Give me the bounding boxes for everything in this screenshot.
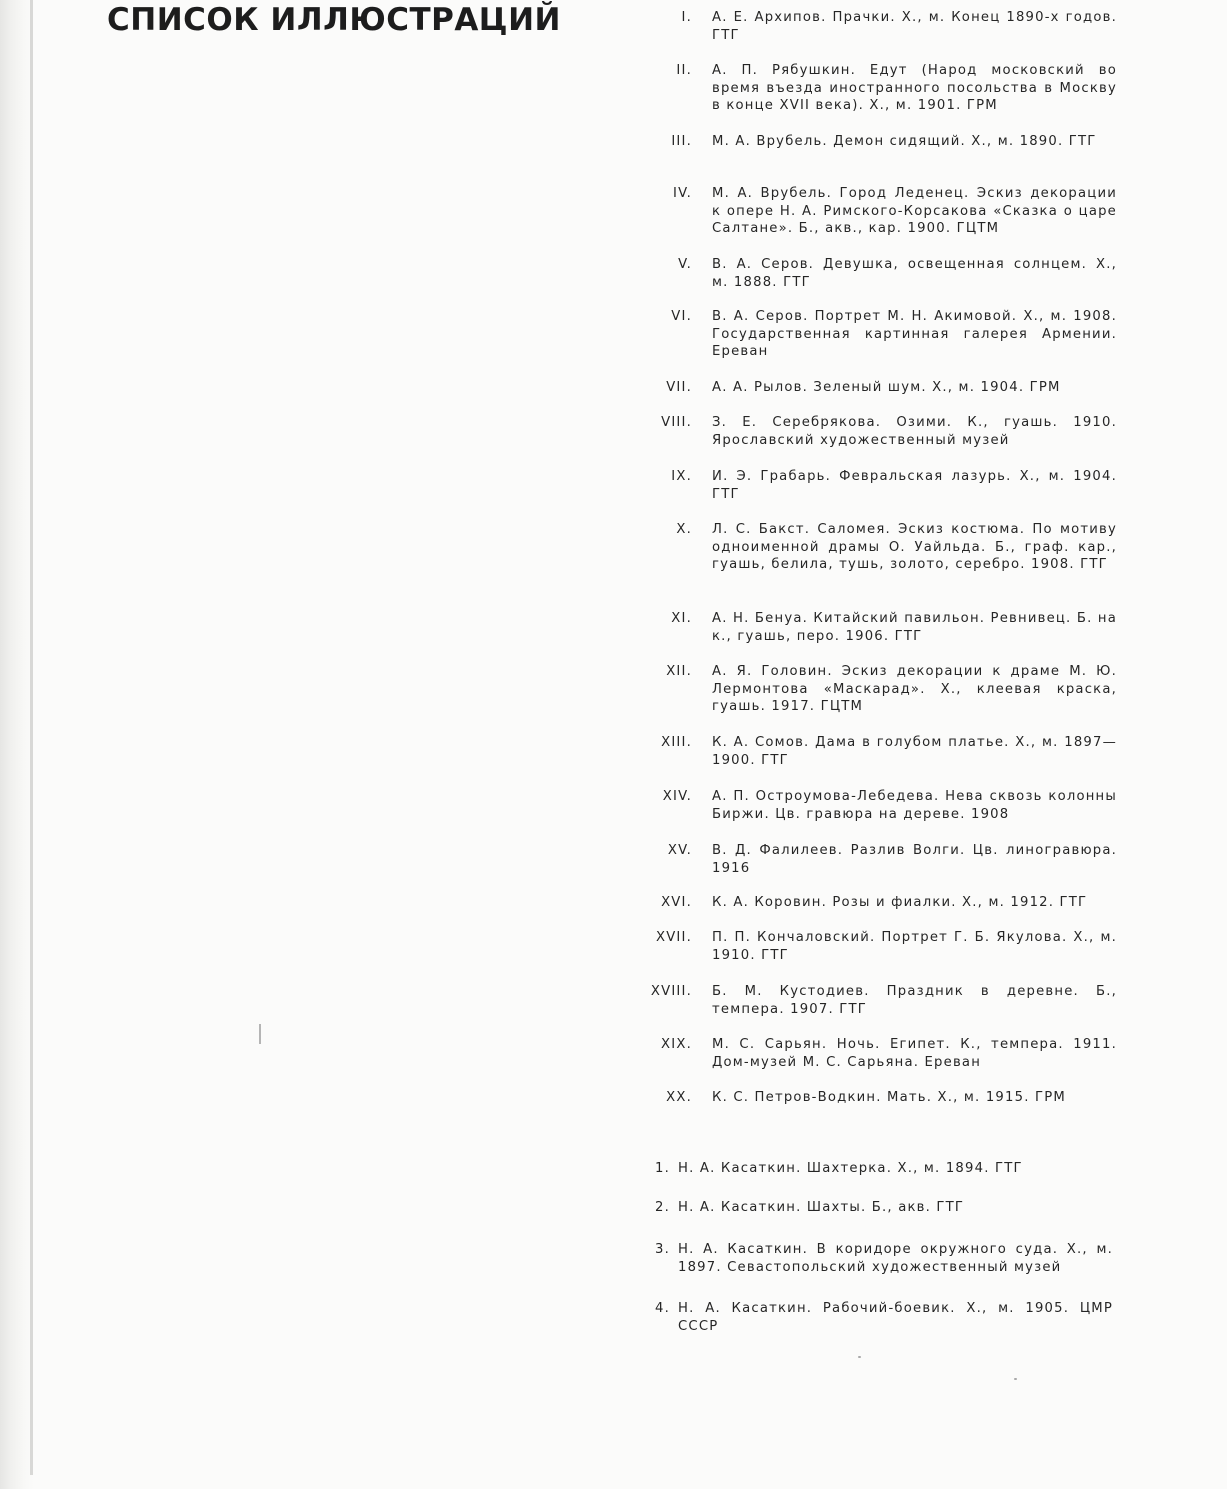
plate-number: VIII.: [661, 415, 692, 430]
page-title: СПИСОК ИЛЛЮСТРАЦИЙ: [107, 2, 561, 38]
plate-number: XI.: [671, 611, 692, 626]
plate-number: I.: [681, 10, 692, 25]
plate-caption: К. С. Петров-Водкин. Мать. Х., м. 1915. ГРМ: [712, 1090, 1066, 1105]
plate-number: XIX.: [661, 1037, 692, 1052]
plate-number: XV.: [667, 843, 692, 858]
plate-caption: А. Я. Головин. Эскиз декорации к драме М. Ю. Лермонтова «Маскарад». Х., клеевая краска, гуашь. 1917. ГЦТМ: [712, 664, 1117, 714]
plate-caption: М. А. Врубель. Город Леденец. Эскиз декорации к опере Н. А. Римского-Корсакова «Сказка о царе Салтане». Б., акв., кар. 1900. ГЦТМ: [712, 186, 1117, 236]
figure-number: 4.: [655, 1301, 670, 1316]
plate-number: XVIII.: [650, 984, 692, 999]
plate-number: VI.: [671, 309, 692, 324]
plate-number: II.: [676, 63, 692, 78]
plate-caption: В. А. Серов. Девушка, освещенная солнцем. Х., м. 1888. ГТГ: [712, 257, 1117, 290]
plate-caption: Б. М. Кустодиев. Праздник в деревне. Б., темпера. 1907. ГТГ: [712, 984, 1117, 1017]
plate-caption: А. П. Рябушкин. Едут (Народ московский во время въезда иностранного посольства в Москву в конце XVII века). Х., м. 1901. ГРМ: [712, 63, 1117, 113]
plate-number: X.: [676, 522, 692, 537]
figure-caption: Н. А. Касаткин. Рабочий-боевик. Х., м. 1905. ЦМР СССР: [678, 1301, 1113, 1334]
plate-number: IX.: [671, 469, 692, 484]
plate-number: IV.: [672, 186, 692, 201]
plate-number: XX.: [666, 1090, 692, 1105]
plate-caption: А. А. Рылов. Зеленый шум. Х., м. 1904. ГРМ: [712, 380, 1061, 395]
plate-caption: А. Е. Архипов. Прачки. Х., м. Конец 1890-х годов. ГТГ: [712, 10, 1117, 43]
plate-number: III.: [671, 134, 692, 149]
plate-caption: П. П. Кончаловский. Портрет Г. Б. Якулова. Х., м. 1910. ГТГ: [712, 930, 1117, 963]
figure-number: 2.: [655, 1200, 670, 1215]
plate-caption: А. П. Остроумова-Лебедева. Нева сквозь колонны Биржи. Цв. гравюра на дереве. 1908: [712, 789, 1117, 822]
plate-caption: М. С. Сарьян. Ночь. Египет. К., темпера. 1911. Дом-музей М. С. Сарьяна. Ереван: [712, 1037, 1117, 1070]
plate-number: XIII.: [661, 735, 692, 750]
figure-caption: Н. А. Касаткин. Шахты. Б., акв. ГТГ: [678, 1200, 965, 1215]
plate-number: V.: [678, 257, 692, 272]
plate-caption: В. А. Серов. Портрет М. Н. Акимовой. Х., м. 1908. Государственная картинная галерея Армении. Ереван: [712, 309, 1117, 359]
plate-caption: А. Н. Бенуа. Китайский павильон. Ревнивец. Б. на к., гуашь, перо. 1906. ГТГ: [712, 611, 1117, 644]
plate-number: XIV.: [662, 789, 692, 804]
plate-caption: З. Е. Серебрякова. Озими. К., гуашь. 1910. Ярославский художественный музей: [712, 415, 1117, 448]
plate-caption: М. А. Врубель. Демон сидящий. Х., м. 1890. ГТГ: [712, 134, 1097, 149]
plate-number: XVII.: [655, 930, 692, 945]
plate-caption: В. Д. Фалилеев. Разлив Волги. Цв. линогравюра. 1916: [712, 843, 1117, 876]
plate-number: VII.: [666, 380, 692, 395]
plate-caption: К. А. Сомов. Дама в голубом платье. Х., м. 1897—1900. ГТГ: [712, 735, 1117, 768]
plate-caption: И. Э. Грабарь. Февральская лазурь. Х., м. 1904. ГТГ: [712, 469, 1117, 502]
figure-number: 1.: [655, 1161, 670, 1176]
plate-caption: Л. С. Бакст. Саломея. Эскиз костюма. По мотиву одноименной драмы О. Уайльда. Б., граф. кар., гуашь, белила, тушь, золото, серебро. 1908. ГТГ: [712, 522, 1117, 572]
figure-number: 3.: [655, 1242, 670, 1257]
plate-number: XVI.: [661, 895, 692, 910]
plate-caption: К. А. Коровин. Розы и фиалки. Х., м. 1912. ГТГ: [712, 895, 1088, 910]
figure-caption: Н. А. Касаткин. В коридоре окружного суда. Х., м. 1897. Севастопольский художественный музей: [678, 1242, 1113, 1275]
figure-caption: Н. А. Касаткин. Шахтерка. Х., м. 1894. ГТГ: [678, 1161, 1023, 1176]
plate-number: XII.: [666, 664, 692, 679]
